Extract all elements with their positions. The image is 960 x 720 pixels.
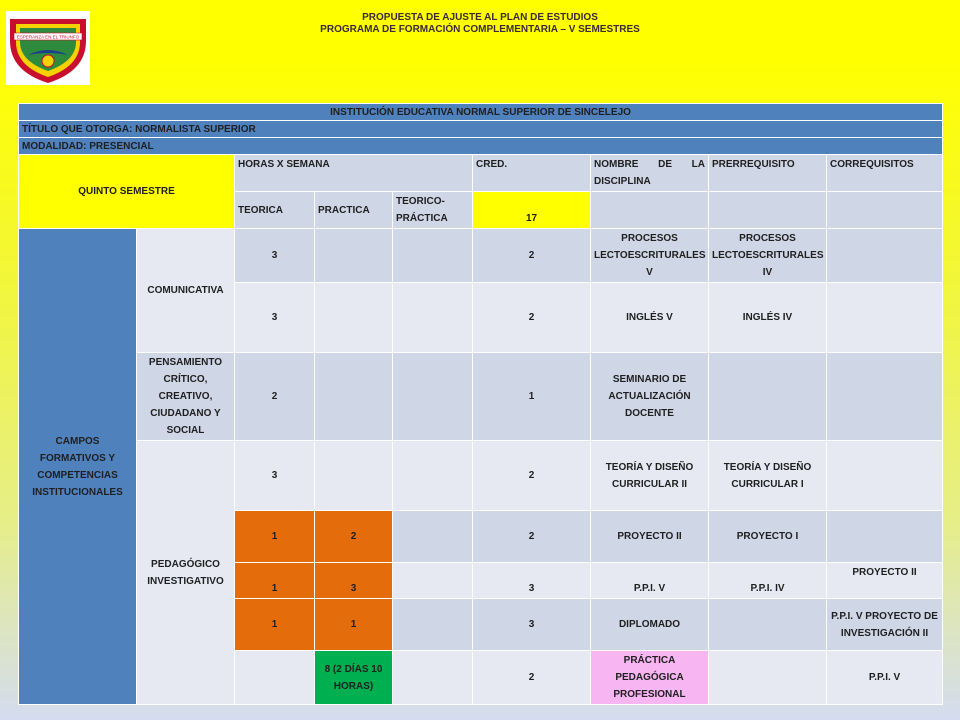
teorica-header: TEORICA xyxy=(235,192,315,229)
discipline-header: NOMBRE DE LA DISCIPLINA xyxy=(591,155,709,192)
total-credits: 17 xyxy=(473,192,591,229)
discipline-name: P.P.I. V xyxy=(591,563,709,599)
header-line-1: PROPUESTA DE AJUSTE AL PLAN DE ESTUDIOS xyxy=(362,12,598,23)
prerequisite: TEORÍA Y DISEÑO CURRICULAR I xyxy=(709,441,827,511)
group-pensamiento: PENSAMIENTO CRÍTICO, CREATIVO, CIUDADANO Y SOCIAL xyxy=(137,353,235,441)
curriculum-table xyxy=(18,103,943,705)
prerequisite: P.P.I. IV xyxy=(709,563,827,599)
corequisite: P.P.I. V PROYECTO DE INVESTIGACIÓN II xyxy=(827,599,943,651)
table-row: CAMPOS FORMATIVOS Y COMPETENCIAS INSTITUCIONALES COMUNICATIVA 3 2 PROCESOS LECTOESCRITURALES V PROCESOS LECTOESCRITURALES IV xyxy=(19,229,943,283)
group-comunicativa: COMUNICATIVA xyxy=(137,229,235,353)
table-row: PENSAMIENTO CRÍTICO, CREATIVO, CIUDADANO Y SOCIAL 2 1 SEMINARIO DE ACTUALIZACIÓN DOCENTE xyxy=(19,353,943,441)
discipline-name: INGLÉS V xyxy=(591,283,709,353)
group-pedagogico: PEDAGÓGICO INVESTIGATIVO xyxy=(137,441,235,705)
table-row: 1 2 2 PROYECTO II PROYECTO I xyxy=(19,511,943,563)
semester-label: QUINTO SEMESTRE xyxy=(19,155,235,229)
discipline-name: PROCESOS LECTOESCRITURALES V xyxy=(591,229,709,283)
page-header xyxy=(0,12,960,36)
modality: MODALIDAD: PRESENCIAL xyxy=(19,138,943,155)
table-row: PEDAGÓGICO INVESTIGATIVO 3 2 TEORÍA Y DISEÑO CURRICULAR II TEORÍA Y DISEÑO CURRICULAR I xyxy=(19,441,943,511)
header-line-2: PROGRAMA DE FORMACIÓN COMPLEMENTARIA – V SEMESTRES xyxy=(320,24,640,35)
prerequisite: PROYECTO I xyxy=(709,511,827,563)
hours-header: HORAS X SEMANA xyxy=(235,155,473,192)
discipline-name: PROYECTO II xyxy=(591,511,709,563)
credits-header: CRED. xyxy=(473,155,591,192)
table-row xyxy=(19,104,943,121)
table-row: 1 3 3 P.P.I. V P.P.I. IV PROYECTO II xyxy=(19,563,943,599)
logo-banner-text: ESPERANZA EN EL TRIUNFO xyxy=(16,34,80,40)
teorico-practica-header: TEORICO-PRÁCTICA xyxy=(393,192,473,229)
discipline-name: TEORÍA Y DISEÑO CURRICULAR II xyxy=(591,441,709,511)
prerequisite: INGLÉS IV xyxy=(709,283,827,353)
table-row: 1 1 3 DIPLOMADO P.P.I. V PROYECTO DE INVESTIGACIÓN II xyxy=(19,599,943,651)
discipline-name: DIPLOMADO xyxy=(591,599,709,651)
table-row xyxy=(19,121,943,138)
discipline-name: PRÁCTICA PEDAGÓGICA PROFESIONAL xyxy=(591,651,709,705)
table-header-row xyxy=(19,155,943,192)
institution-title: INSTITUCIÓN EDUCATIVA NORMAL SUPERIOR DE SINCELEJO xyxy=(19,104,943,121)
table-row: 3 2 INGLÉS V INGLÉS IV xyxy=(19,283,943,353)
practica-header: PRACTICA xyxy=(315,192,393,229)
table-row xyxy=(19,138,943,155)
degree-title: TÍTULO QUE OTORGA: NORMALISTA SUPERIOR xyxy=(19,121,943,138)
prerequisite: PROCESOS LECTOESCRITURALES IV xyxy=(709,229,827,283)
prereq-header: PRERREQUISITO xyxy=(709,155,827,192)
corequisite: PROYECTO II xyxy=(827,563,943,599)
discipline-name: SEMINARIO DE ACTUALIZACIÓN DOCENTE xyxy=(591,353,709,441)
table-row: 8 (2 DÍAS 10 HORAS) 2 PRÁCTICA PEDAGÓGICA PROFESIONAL P.P.I. V xyxy=(19,651,943,705)
campos-formativos: CAMPOS FORMATIVOS Y COMPETENCIAS INSTITUCIONALES xyxy=(19,229,137,705)
coreq-header: CORREQUISITOS xyxy=(827,155,943,192)
corequisite: P.P.I. V xyxy=(827,651,943,705)
